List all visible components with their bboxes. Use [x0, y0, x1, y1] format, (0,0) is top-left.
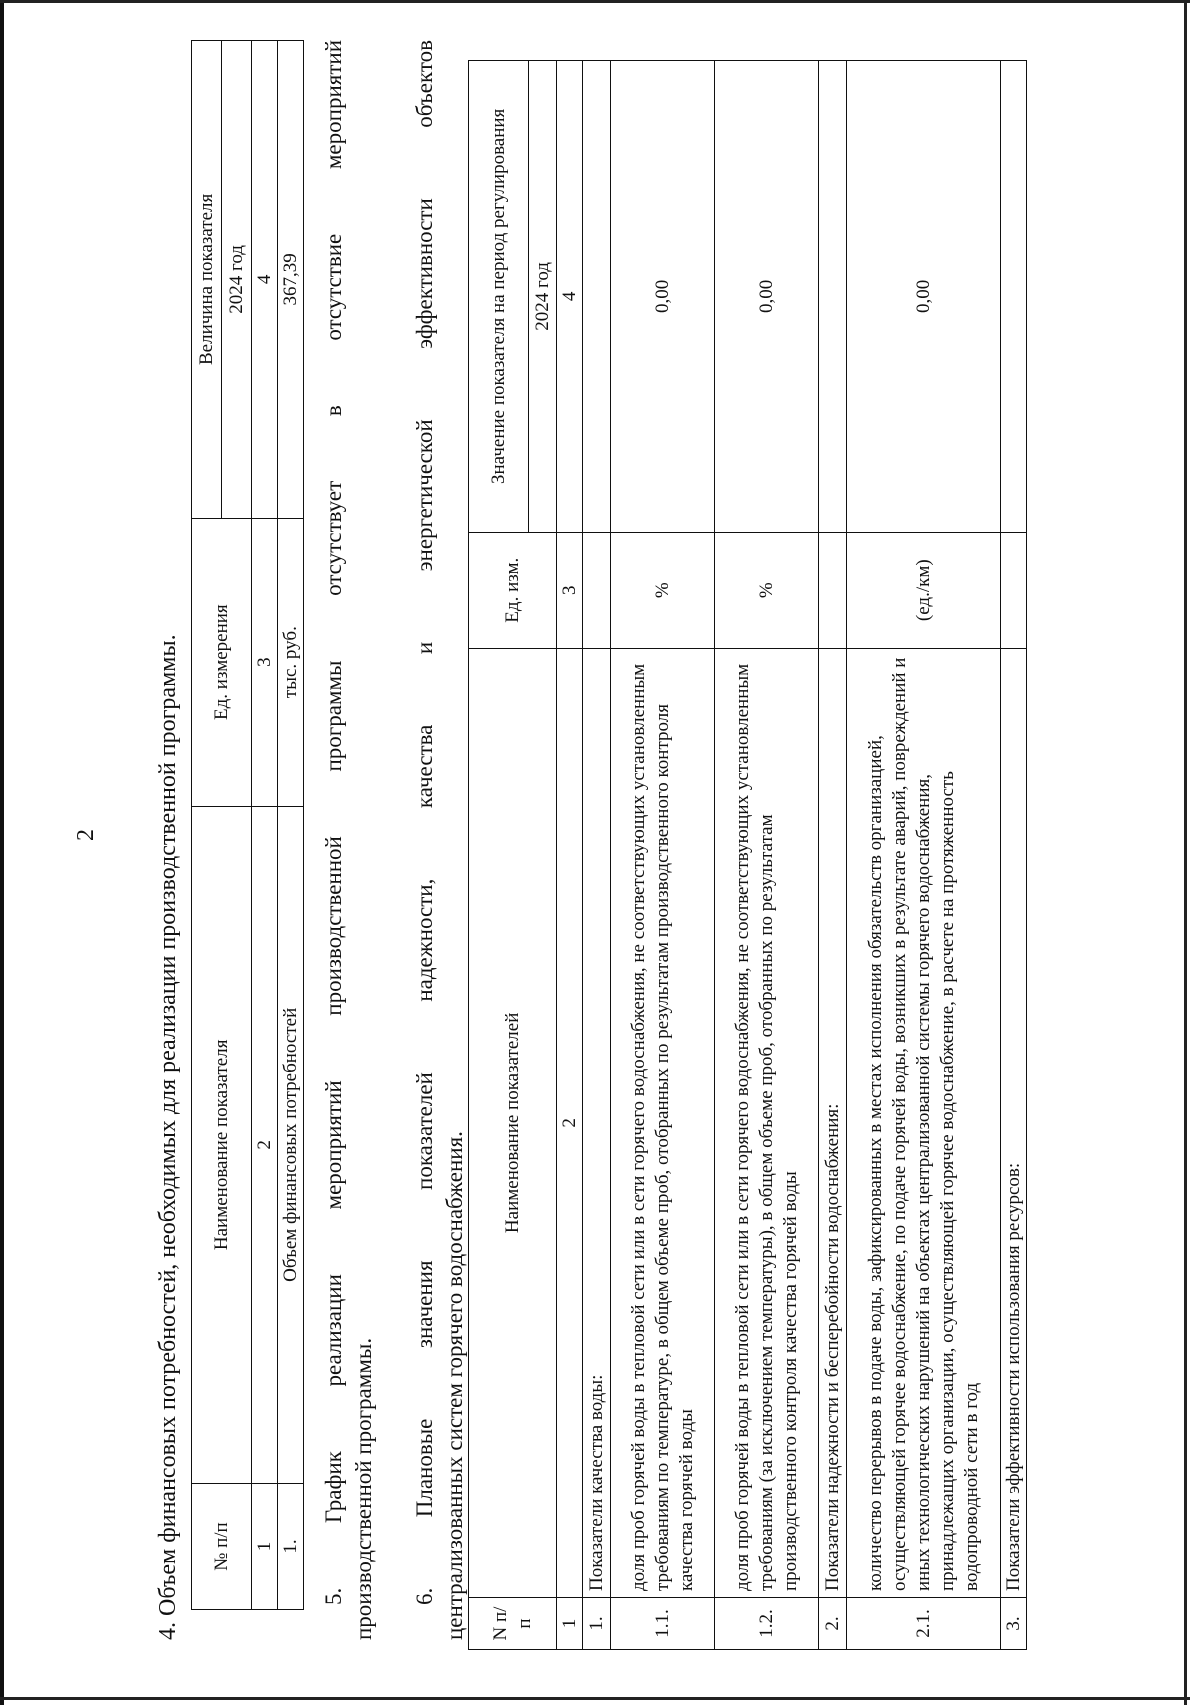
section6-paragraph — [410, 40, 470, 1640]
section6-line1: 6. Плановые значения показателей надежности, качества и энергетической эффективности объектов — [412, 40, 437, 1605]
column-number: 2 — [252, 806, 278, 1484]
section5-line1: 5. График реализации мероприятий производственной программы отсутствует в отсутствие мероприятий — [321, 40, 346, 1605]
column-number: 4 — [252, 41, 278, 519]
scan-border-top — [0, 0, 1190, 3]
section5-paragraph — [319, 40, 379, 1640]
group-row — [819, 61, 847, 1650]
column-number: 2 — [557, 648, 583, 1597]
row-num: 1.1. — [611, 1598, 715, 1650]
header-name: Наименование показателей — [469, 648, 557, 1597]
group-title: Показатели надежности и бесперебойности водоснабжения: — [819, 648, 847, 1597]
header-value-group: Значение показателя на период регулирования — [469, 61, 529, 533]
indicators-table — [468, 60, 1027, 1650]
header-name: Наименование показателя — [192, 806, 252, 1484]
financial-needs-table — [191, 40, 304, 1610]
row-value: 367,39 — [278, 41, 304, 519]
group-title: Показатели эффективности использования ресурсов: — [1001, 648, 1027, 1597]
group-num: 1. — [583, 1598, 611, 1650]
row-num: 1. — [278, 1484, 304, 1610]
scan-border-bottom — [0, 1697, 1190, 1700]
page-number: 2 — [73, 829, 99, 841]
section6-line2: централизованных систем горячего водоснабжения. — [442, 1131, 467, 1640]
row-num: 2.1. — [847, 1598, 1001, 1650]
row-unit: % — [715, 532, 819, 648]
column-number: 3 — [557, 532, 583, 648]
column-number: 3 — [252, 518, 278, 806]
header-num: № п/п — [192, 1484, 252, 1610]
rotated-page-content — [73, 30, 1200, 1641]
row-value: 0,00 — [715, 61, 819, 533]
header-year: 2024 год — [529, 61, 557, 533]
row-unit: (ед./км) — [847, 532, 1001, 648]
table-row — [611, 61, 715, 1650]
header-unit: Ед. изм. — [469, 532, 557, 648]
column-number: 4 — [557, 61, 583, 533]
row-name: доля проб горячей воды в тепловой сети или в сети горячего водоснабжения, не соответствующих установленным требованиям (за исключением температуры), в общем объеме проб, отобранных по результатам производственного контроля качества горячей воды — [715, 648, 819, 1597]
scan-border-left — [0, 0, 4, 1705]
section5-line2: производственной программы. — [351, 1337, 376, 1640]
table-row — [278, 41, 304, 1610]
row-unit: % — [611, 532, 715, 648]
column-number: 1 — [557, 1598, 583, 1650]
row-name: количество перерывов в подаче воды, зафиксированных в местах исполнения обязательств организацией, осуществляющей горячее водоснабжение, по подаче горячей воды, возникших в результате аварий, повреждений и иных технологических нарушений на объектах централизованной системы горячего водоснабжения, принадлежащих организации, осуществляющей горячее водоснабжение, в расчете на протяженность водопроводной сети в год — [847, 648, 1001, 1597]
row-name: Объем финансовых потребностей — [278, 806, 304, 1484]
row-value: 0,00 — [847, 61, 1001, 533]
row-name: доля проб горячей воды в тепловой сети или в сети горячего водоснабжения, не соответствующих установленным требованиям по температуре, в общем объеме проб, отобранных по результатам производственного контроля качества горячей воды — [611, 648, 715, 1597]
header-num: N п/п — [469, 1598, 557, 1650]
group-num: 2. — [819, 1598, 847, 1650]
row-unit: тыс. руб. — [278, 518, 304, 806]
header-year: 2024 год — [222, 41, 252, 519]
section4-heading: 4. Объем финансовых потребностей, необходимых для реализации производственной программы. — [155, 634, 181, 1640]
header-value-group: Величина показателя — [192, 41, 222, 519]
group-num: 3. — [1001, 1598, 1027, 1650]
table-row — [847, 61, 1001, 1650]
row-num: 1.2. — [715, 1598, 819, 1650]
row-value: 0,00 — [611, 61, 715, 533]
group-title: Показатели качества воды: — [583, 648, 611, 1597]
column-number: 1 — [252, 1484, 278, 1610]
group-row — [1001, 61, 1027, 1650]
group-row — [583, 61, 611, 1650]
table-row — [715, 61, 819, 1650]
header-unit: Ед. измерения — [192, 518, 252, 806]
